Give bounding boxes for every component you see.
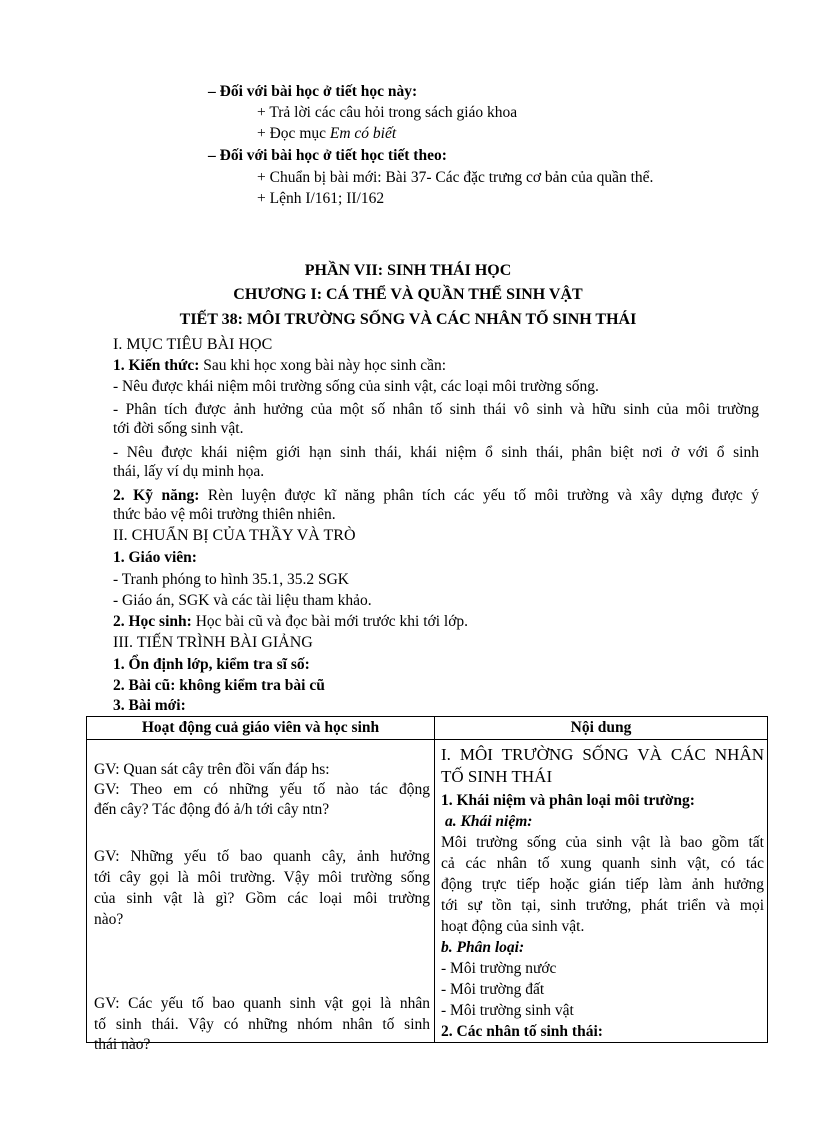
content-classification-label: b. Phân loại: — [441, 939, 525, 956]
content-subheading-concept: 1. Khái niệm và phân loại môi trường: — [441, 792, 695, 809]
knowledge-label: 1. Kiến thức: — [113, 357, 200, 374]
chapter-title: CHƯƠNG I: CÁ THỂ VÀ QUẦN THỂ SINH VẬT — [233, 286, 583, 303]
student-label: 2. Học sinh: — [113, 613, 192, 630]
activity-p3-line2: tới cây gọi là môi trường. Vậy môi trường sống — [94, 869, 430, 886]
skill-line1 — [113, 485, 759, 506]
skill-label: 2. Kỹ năng: — [113, 487, 200, 504]
prelude-item-read-prefix: + Đọc mục — [257, 125, 330, 142]
activity-p4-line2: tố sinh thái. Vậy có những nhóm nhân tố sinh — [94, 1016, 430, 1033]
activity-p1: GV: Quan sát cây trên đồi vấn đáp hs: — [94, 761, 330, 778]
knowledge-item-3-line2: thái, lấy ví dụ minh họa. — [113, 463, 265, 480]
student-line — [113, 613, 468, 631]
process-step-3: 3. Bài mới: — [113, 697, 186, 714]
lesson-table — [86, 716, 768, 1053]
activity-p2-line1: GV: Theo em có những yếu tố nào tác động — [94, 781, 430, 798]
lesson-title: TIẾT 38: MÔI TRƯỜNG SỐNG VÀ CÁC NHÂN TỐ SINH THÁI — [179, 311, 637, 328]
prelude-heading-current: – Đối với bài học ở tiết học này: — [208, 83, 418, 100]
prelude-item-read-italic: Em có biết — [329, 125, 397, 142]
content-env-organism: - Môi trường sinh vật — [441, 1002, 574, 1019]
content-definition-line5: hoạt động của sinh vật. — [441, 918, 585, 935]
knowledge-item-1: - Nêu được khái niệm môi trường sống của sinh vật, các loại môi trường sống. — [113, 378, 599, 395]
part-title: PHẦN VII: SINH THÁI HỌC — [304, 262, 512, 279]
teacher-item-2: - Giáo án, SGK và các tài liệu tham khảo. — [113, 592, 372, 609]
content-cell — [435, 740, 768, 1043]
prelude-item-prepare: + Chuẩn bị bài mới: Bài 37- Các đặc trưng cơ bản của quần thể. — [257, 169, 654, 186]
student-text: Học bài cũ và đọc bài mới trước khi tới lớp. — [191, 613, 469, 630]
knowledge-text: Sau khi học xong bài này học sinh cần: — [199, 357, 447, 374]
content-concept-label: a. Khái niệm: — [445, 813, 533, 830]
content-definition-line4: tới sự tồn tại, sinh trưởng, phát triển và mọi — [441, 897, 764, 914]
content-env-water: - Môi trường nước — [441, 960, 557, 977]
process-step-2: 2. Bài cũ: không kiểm tra bài cũ — [113, 677, 325, 694]
activity-p3-line3: của sinh vật là gì? Gồm các loại môi trường — [94, 890, 430, 907]
knowledge-item-3-line1: - Nêu được khái niệm giới hạn sinh thái, khái niệm ổ sinh thái, phân biệt nơi ở với ổ sinh — [113, 444, 759, 461]
activity-p4-line1: GV: Các yếu tố bao quanh sinh vật gọi là nhân — [94, 995, 430, 1012]
activity-p3-line1: GV: Những yếu tố bao quanh cây, ảnh hưởng — [94, 848, 430, 865]
section-objectives-heading: I. MỤC TIÊU BÀI HỌC — [113, 336, 273, 353]
section-preparation-heading: II. CHUẨN BỊ CỦA THẦY VÀ TRÒ — [113, 527, 356, 544]
content-heading-line2: TỐ SINH THÁI — [441, 767, 553, 786]
content-definition-line3: động trực tiếp hoặc gián tiếp làm ảnh hưởng — [441, 876, 764, 893]
knowledge-line — [113, 357, 446, 375]
knowledge-item-2-line1: - Phân tích được ảnh hưởng của một số nhân tố sinh thái vô sinh và hữu sinh của môi trường — [113, 401, 759, 418]
prelude-item-read — [257, 125, 396, 143]
col-header-activities: Hoạt động cuả giáo viên và học sinh — [87, 717, 435, 740]
section-process-heading: III. TIẾN TRÌNH BÀI GIẢNG — [113, 634, 313, 651]
content-definition-line1: Môi trường sống của sinh vật là bao gồm tất — [441, 834, 764, 851]
activity-p3-line4: nào? — [94, 911, 124, 928]
teacher-item-1: - Tranh phóng to hình 35.1, 35.2 SGK — [113, 571, 349, 588]
content-env-soil: - Môi trường đất — [441, 981, 545, 998]
knowledge-item-2-line2: tới đời sống sinh vật. — [113, 420, 244, 437]
content-definition-line2: cả các nhân tố xung quanh sinh vật, có tác — [441, 855, 764, 872]
col-header-content: Nội dung — [435, 717, 768, 740]
process-step-1: 1. Ổn định lớp, kiểm tra sĩ số: — [113, 656, 310, 673]
table-row — [87, 740, 768, 1043]
content-heading-line1: I. MÔI TRƯỜNG SỐNG VÀ CÁC NHÂN — [441, 745, 764, 764]
skill-line2: thức bảo vệ môi trường thiên nhiên. — [113, 506, 336, 523]
activities-cell — [87, 740, 435, 1053]
teacher-label: 1. Giáo viên: — [113, 549, 197, 566]
activity-p4-line3: thái nào? — [94, 1036, 151, 1053]
prelude-heading-next: – Đối với bài học ở tiết học tiết theo: — [208, 147, 447, 164]
skill-text-a: Rèn luyện được kĩ năng phân tích các yếu tố môi trường và xây dựng được ý — [199, 487, 759, 504]
table-header-row — [87, 717, 768, 740]
prelude-item-answer-questions: + Trả lời các câu hỏi trong sách giáo khoa — [257, 104, 518, 121]
activity-p2-line2: đến cây? Tác động đó ả/h tới cây ntn? — [94, 801, 330, 818]
content-subheading-factors: 2. Các nhân tố sinh thái: — [441, 1023, 603, 1040]
prelude-item-commands: + Lệnh I/161; II/162 — [257, 190, 385, 207]
